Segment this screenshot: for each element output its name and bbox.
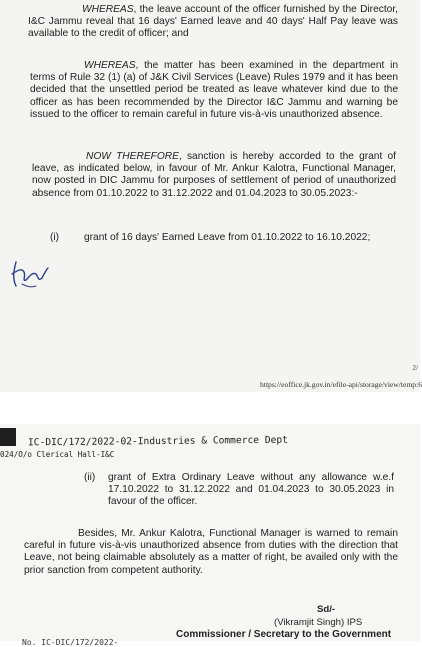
officer-designation: Commissioner / Secretary to the Government (176, 629, 392, 640)
officer-name: (Vikramjit Singh) IPS (274, 617, 363, 628)
file-header-line-2: 024/O/o Clerical Hall-I&C (0, 450, 115, 459)
item-2-text: grant of Extra Ordinary Leave without any allowance w.e.f 17.10.2022 to 31.12.2022 and 01.04.2023 to 30.05.2023 in favour of the officer. (108, 472, 394, 508)
item-1-text: grant of 16 days' Earned Leave from 01.10.2022 to 16.10.2022; (84, 232, 371, 243)
whereas-paragraph-1: WHEREAS, the leave account of the officer furnished by the Director, I&C Jammu reveal that 16 days' Earned leave and 40 days' Half Pay leave was available to the credit of officer; and (28, 4, 398, 40)
file-header-line-1: IC-DIC/172/2022-02-Industries & Commerce Dept (27, 434, 288, 449)
footer-url: https://eoffice.jk.gov.in/efile-api/storage/view/temp:6 (260, 380, 422, 389)
now-therefore-paragraph: NOW THEREFORE, sanction is hereby accorded to the grant of leave, as indicated below, in favour of Mr. Ankur Kalotra, Functional Manager, now posted in DIC Jammu for purposes of settlement of period of unauthorized absence from 01.10.2022 to 31.12.2022 and 01.04.2023 to 30.05.2023:- (32, 151, 396, 199)
besides-paragraph: Besides, Mr. Ankur Kalotra, Functional Manager is warned to remain careful in future vis-à-vis unauthorized absence from duties with the direction that Leave, not being claimable absolutely as a matter of right, be availed only with the prior sanction from competent authority. (24, 528, 398, 576)
page-number: 2/ (412, 364, 418, 372)
item-2-number: (ii) (84, 472, 96, 483)
whereas-paragraph-2: WHEREAS, the matter has been examined in the department in terms of Rule 32 (1) (a) of J&K Civil Services (Leave) Rules 1979 and it has been decided that the unsettled period be treated as leave whatever kind due to the officer as has been recommended by the Director I&C Jammu and warning be issued to the officer to remain careful in future vis-à-vis unauthorized absence. (30, 60, 398, 120)
bottom-reference: No. IC-DIC/172/2022- (22, 638, 119, 647)
handwritten-signature (8, 256, 52, 294)
document-page-2 (0, 424, 420, 647)
item-1-number: (i) (50, 232, 60, 243)
page-gap (0, 392, 420, 424)
scan-edge-shadow (0, 428, 16, 446)
signed-mark: Sd/- (317, 604, 336, 615)
